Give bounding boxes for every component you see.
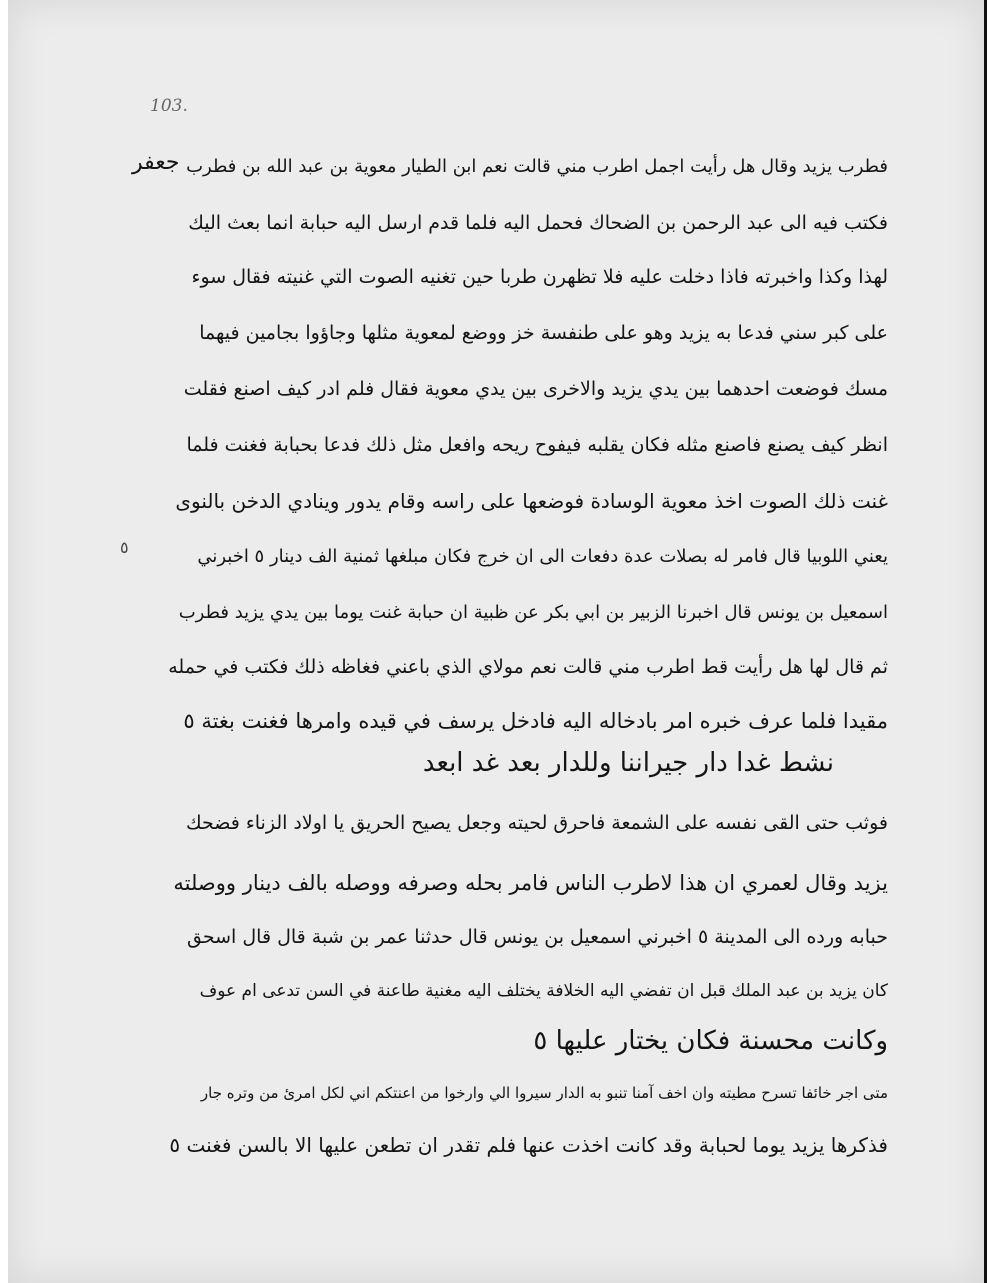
margin-mark: ٥ (120, 538, 129, 557)
page-edge (984, 0, 987, 1283)
text-line: فطرب يزيد وقال هل رأيت اجمل اطرب مني قالت نعم ابن الطيار معوية بن عبد الله بن فطرب (186, 156, 888, 177)
folio-number: 103. (150, 96, 188, 116)
manuscript-page (8, 0, 984, 1283)
verse-line: متى اجر خائفا تسرح مطيته وان اخف آمنا تنبو به الدار سيروا الي وارخوا من اعنتكم اني لكل امرئ من وتره جار (200, 1084, 888, 1102)
verse-line: نشط غدا دار جيراننا وللدار بعد غد ابعد (422, 748, 834, 778)
text-line: كان يزيد بن عبد الملك قبل ان تفضي اليه الخلافة يختلف اليه مغنية طاعنة في السن تدعى ام عوف (199, 981, 888, 1001)
text-line: فذكرها يزيد يوما لحبابة وقد كانت اخذت عنها فلم تقدر ان تطعن عليها الا بالسن فغنت ٥ (169, 1133, 888, 1157)
text-line: على كبر سني فدعا به يزيد وهو على طنفسة خز ووضع لمعوية مثلها وجاؤوا بجامين فيهما (199, 322, 888, 344)
text-line: يزيد وقال لعمري ان هذا لاطرب الناس فامر بحله وصرفه ووصله بالف دينار ووصلته (173, 871, 888, 895)
text-line: ثم قال لها هل رأيت قط اطرب مني قالت نعم مولاي الذي باعني فغاظه ذلك فكتب في حمله (168, 656, 888, 678)
text-line: مسك فوضعت احدهما بين يدي يزيد والاخرى بين يدي معوية فقال فلم ادر كيف اصنع فقلت (183, 378, 888, 400)
text-line: فكتب فيه الى عبد الرحمن بن الضحاك فحمل اليه فلما قدم ارسل اليه حبابة انما بعث اليك (188, 212, 888, 234)
text-line: غنت ذلك الصوت اخذ معوية الوسادة فوضعها على راسه وقام يدور وينادي الدخن بالنوى (175, 489, 888, 513)
text-line: اسمعيل بن يونس قال اخبرنا الزبير بن ابي بكر عن ظبية ان حبابة غنت يوما بين يدي يزيد فطرب (178, 602, 888, 623)
text-line: انظر كيف يصنع فاصنع مثله فكان يقلبه فيفوح ريحه وافعل مثل ذلك فدعا بحبابة فغنت فلما (186, 434, 888, 456)
text-line: وكانت محسنة فكان يختار عليها ٥ (533, 1026, 888, 1056)
text-line: مقيدا فلما عرف خبره امر بادخاله اليه فادخل يرسف في قيده وامرها فغنت بغتة ٥ (183, 709, 888, 733)
text-line: يعني اللوبيا قال فامر له بصلات عدة دفعات الى ان خرج فكان مبلغها ثمنية الف دينار ٥ اخبرني (197, 546, 888, 567)
text-line: لهذا وكذا واخبرته فاذا دخلت عليه فلا تظهرن طربا حين تغنيه الصوت التي غنيته فقال سوء (191, 266, 888, 288)
text-line: حبابه ورده الى المدينة ٥ اخبرني اسمعيل بن يونس قال حدثنا عمر بن شبة قال قال اسحق (187, 926, 888, 948)
catchword: جعفر (132, 150, 180, 175)
text-line: فوثب حتى القى نفسه على الشمعة فاحرق لحيته وجعل يصيح الحريق يا اولاد الزناء فضحك (185, 812, 888, 834)
